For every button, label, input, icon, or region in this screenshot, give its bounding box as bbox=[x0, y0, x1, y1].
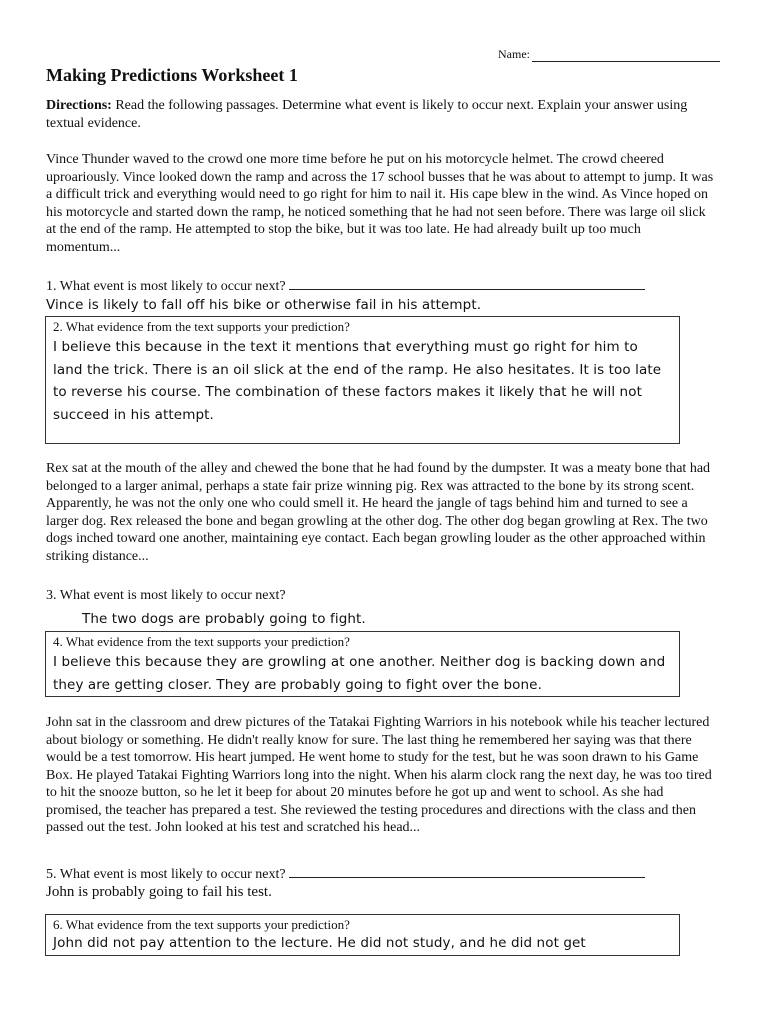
question-4-text: 4. What evidence from the text supports your prediction? bbox=[53, 634, 350, 649]
answer-1[interactable]: Vince is likely to fall off his bike or otherwise fail in his attempt. bbox=[46, 297, 482, 313]
worksheet-title: Making Predictions Worksheet 1 bbox=[46, 65, 298, 85]
answer-4[interactable]: I believe this because they are growling at one another. Neither dog is backing down and they are getting closer. They are probably going to fight over the bone. bbox=[53, 654, 666, 693]
answer-6[interactable]: John did not pay attention to the lecture. He did not study, and he did not get bbox=[53, 935, 586, 951]
question-5-text: 5. What event is most likely to occur next? bbox=[46, 867, 286, 882]
name-label: Name: bbox=[498, 47, 530, 61]
question-3: 3. What event is most likely to occur next? bbox=[46, 588, 286, 603]
passage-3: John sat in the classroom and drew pictures of the Tatakai Fighting Warriors in his notebook while his teacher lectured about biology or something. He didn't really know for sure. The last thing he remembered her saying was that there would be a test tomorrow. His heart jumped. He went home to study for the test, but he was soon drawn to his Game Box. He played Tatakai Fighting Warriors long into the night. When his alarm clock rang the next day, he was too tired to hit the snooze button, so he let it beep for about 20 minutes before he got up and went to school. As she had promised, the teacher has prepared a test. She reviewed the testing procedures and directions with the class and then passed out the test. John looked at his test and scratched his head... bbox=[46, 715, 712, 835]
evidence-box-1[interactable] bbox=[45, 316, 680, 444]
question-2-text: 2. What evidence from the text supports your prediction? bbox=[53, 319, 350, 334]
evidence-box-3[interactable] bbox=[45, 914, 680, 956]
evidence-box-2[interactable] bbox=[45, 631, 680, 697]
answer-line-1 bbox=[289, 277, 645, 290]
directions-text: Read the following passages. Determine what event is likely to occur next. Explain your answer using textual evidence. bbox=[46, 98, 688, 131]
answer-5[interactable]: John is probably going to fail his test. bbox=[46, 884, 272, 900]
answer-3[interactable]: The two dogs are probably going to fight. bbox=[82, 611, 366, 627]
answer-line-5 bbox=[289, 865, 645, 878]
passage-1: Vince Thunder waved to the crowd one more time before he put on his motorcycle helmet. The crowd cheered uproariously. Vince looked down the ramp and across the 17 school busses that he was about to attempt to jump. It was a difficult trick and everything would need to go right for him to nail it. His cape blew in the wind. As Vince hoped on his motorcycle and started down the ramp, he noticed something that he had not seen before. There was large oil slick at the end of the ramp. He attempted to stop the bike, but it was too late. He had already built up too much momentum... bbox=[46, 152, 714, 255]
question-1 bbox=[46, 277, 686, 296]
answer-2[interactable]: I believe this because in the text it mentions that everything must go right for him to land the trick. There is an oil slick at the end of the ramp. He also hesitates. It is too late to reverse his course. The combination of these factors makes it likely that he will not succeed in his attempt. bbox=[53, 339, 662, 423]
passage-2: Rex sat at the mouth of the alley and chewed the bone that he had found by the dumpster. It was a meaty bone that had belonged to a larger animal, perhaps a state fair prize winning pig. Rex was attracted to the bone by its strong scent. Apparently, he was not the only one who could smell it. He heard the jangle of tags behind him and turned to see a larger dog. Rex released the bone and began growling at the other dog. The other dog began growling at Rex. The two dogs inched toward one another, maintaining eye contact. Each began growling louder as the other approached within striking distance... bbox=[46, 461, 711, 564]
question-1-text: 1. What event is most likely to occur next? bbox=[46, 279, 286, 294]
question-6-text: 6. What evidence from the text supports your prediction? bbox=[53, 917, 350, 932]
name-field[interactable] bbox=[498, 46, 720, 62]
name-line[interactable] bbox=[532, 48, 720, 62]
directions-label: Directions: bbox=[46, 98, 112, 113]
question-5 bbox=[46, 865, 686, 884]
directions bbox=[46, 97, 718, 132]
